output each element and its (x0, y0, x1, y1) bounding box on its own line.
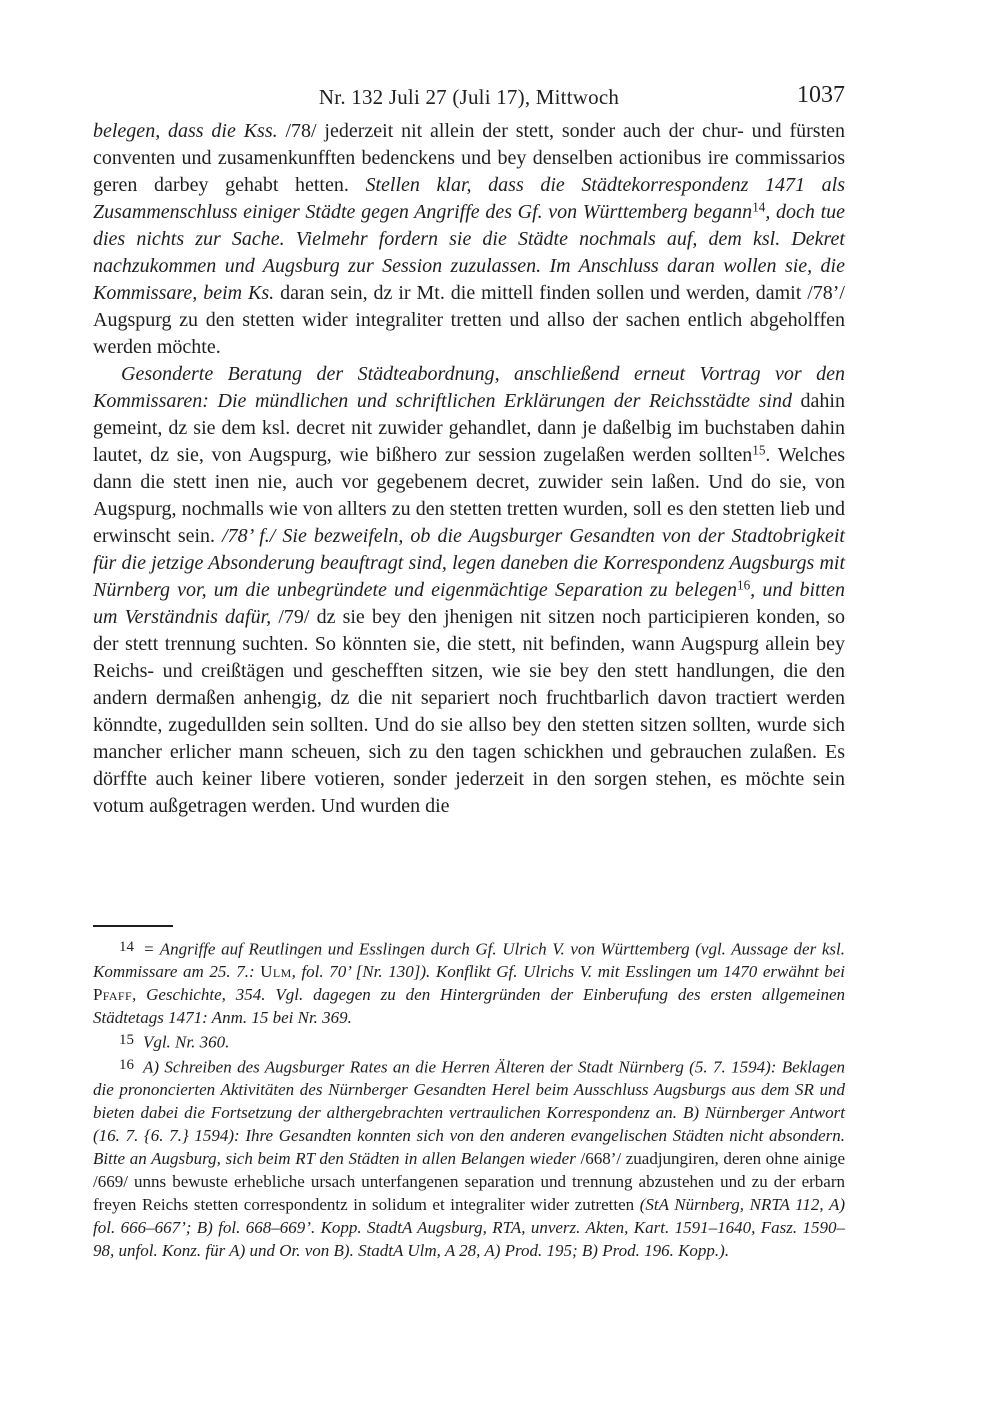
text-run: Gesonderte Beratung der Städteabordnung, anschließend erneut Vortrag vor den Kommissaren: Die mündlichen und schriftlichen Erklärungen der Reichsstädte sind (93, 363, 845, 412)
text-run: Stellen klar, dass die Städtekorrespondenz 1471 als Zusammenschluss einiger Städte gegen Angriffe des Gf. von Württemberg begann (93, 174, 845, 223)
footnote (93, 1054, 845, 1262)
text-run: /668’/ zuadjungiren, deren ohne ainige /669/ unns bewuste erhebliche ursach unterfangenen separation und trennung abzustehen und zu der erbarn freyen Reichs stetten correspondentz in solidum et integraliter wider zutretten (93, 1148, 845, 1214)
footnote-ref: 14 (752, 199, 766, 215)
text-run: , Geschichte, 354. Vgl. dagegen zu den Hintergründen der Einberufung des ersten allgemeinen Städtetags 1471: Anm. 15 bei Nr. 369. (93, 985, 845, 1028)
text-run: /78’ f./ Sie bezweifeln, ob die Augsburger Gesandten von der Stadtobrigkeit für die jetzige Absonderung beauftragt sind, legen daneben die Korrespondenz Augsburgs mit Nürnberg vor, um die unbegründete und eigenmächtige Separation zu belegen (93, 525, 845, 601)
body-paragraph (93, 361, 845, 820)
footnote-number: 14 (119, 939, 134, 955)
running-header-title: Nr. 132 Juli 27 (Juli 17), Mittwoch (318, 85, 620, 109)
text-run: (StA Nürnberg, NRTA 112, A) fol. 666–667’; B) fol. 668–669’. Kopp. StadtA Augsburg, RTA, unverz. Akten, Kart. 1591–1640, Fasz. 1590–98, unfol. Konz. für A) und Or. von B). StadtA Ulm, A 28, A) Prod. 195; B) Prod. 196. Kopp.). (93, 1194, 845, 1260)
body-paragraph (93, 118, 845, 361)
text-column (93, 84, 845, 1262)
running-header (93, 84, 845, 114)
text-run: belegen, dass die Kss. (93, 120, 278, 142)
main-text (93, 118, 845, 901)
text-run: = Angriffe auf Reutlingen und Esslingen durch Gf. Ulrich V. von Württemberg (vgl. Aussage der ksl. Kommissare am 25. 7.: (93, 939, 845, 982)
footnote-separator-rule (93, 925, 173, 927)
footnote-number: 15 (119, 1032, 134, 1049)
footnote (93, 936, 845, 1029)
text-run: A) Schreiben des Augsburger Rates an die Herren Älteren der Stadt Nürnberg (5. 7. 1594): Beklagen die prononcierten Aktivitäten des Nürnberger Gesandten Herel beim Ausschluss Augsburgs aus dem SR und bieten dabei die Fortsetzung der althergebrachten vertraulichen Korrespondenz an. B) Nürnberger Antwort (16. 7. {6. 7.} 1594): Ihre Gesandten konnten sich von den anderen evangelischen Städten nicht absondern. Bitte an Augsburg, sich beim RT den Städten in allen Belangen wieder (93, 1056, 845, 1168)
footnote-number: 16 (119, 1056, 134, 1073)
text-run: . Welches dann die stett inen nie, auch vor gegebenem decret, zuwider sein laßen. Und do sie, von Augspurg, nochmalls wie von allters zu den stetten tretten wurden, soll es den stetten lieb und erwinscht sein. (93, 444, 845, 547)
text-run: , und bitten um Verständnis dafür, (93, 579, 846, 628)
text-run: /78/ jederzeit nit allein der stett, sonder auch der chur- und fürsten conventen und zusamenkunfften bedenckens und bey denselben actionibus ire commissarios geren darbey gehabt hetten. (93, 120, 846, 196)
text-run: daran sein, dz ir Mt. die mittell finden sollen und werden, damit /78’/ Augspurg zu den stetten wider integraliter tretten und allso der sachen entlich abgeholffen werden möchte. (93, 282, 845, 358)
footnote-ref: 16 (736, 577, 751, 593)
text-run: , fol. 70’ [Nr. 130]). Konflikt Gf. Ulrichs V. mit Esslingen um 1470 erwähnt bei (291, 962, 845, 982)
footnote-ref: 15 (752, 442, 766, 458)
text-run: dahin gemeint, dz sie dem ksl. decret nit zuwider gehandlet, dann je daßelbig im buchstaben dahin lautet, dz sie, von Augspurg, wie bißhero zur session zugelaßen werden sollten (93, 390, 845, 466)
footnotes-section (93, 936, 845, 1262)
text-run: , doch tue dies nichts zur Sache. Vielmehr fordern sie die Städte nochmals auf, dem ksl. Dekret nachzukommen und Augsburg zur Session zuzulassen. Im Anschluss daran wollen sie, die Kommissare, beim Ks. (93, 201, 846, 304)
page-number: 1037 (797, 82, 845, 108)
smallcaps-run: Ulm (260, 962, 292, 982)
text-run: /79/ dz sie bey den jhenigen nit sitzen noch participieren konden, so der stett trennung suchten. So könnten sie, die stett, nit befinden, wann Augspurg allein bey Reichs- und creißtägen und geschefften sitzen, wie sie bey den stett handlungen, die den andern dermaßen anhengig, dz die nit separiert noch fruchtbarlich davon tractiert werden könndte, zugedullden sein sollten. Und do sie allso bey den stetten sitzen sollten, wurde sich mancher erlicher mann scheuen, sich zu den tagen schickhen und gebrauchen zulaßen. Es dörffte auch keiner libere votieren, sonder jederzeit in den sorgen stehen, es möchte sein votum außgetragen werden. Und wurden die (93, 606, 846, 817)
footnote (93, 1029, 845, 1053)
text-run: Vgl. Nr. 360. (142, 1032, 230, 1052)
smallcaps-run: Pfaff (93, 985, 132, 1005)
